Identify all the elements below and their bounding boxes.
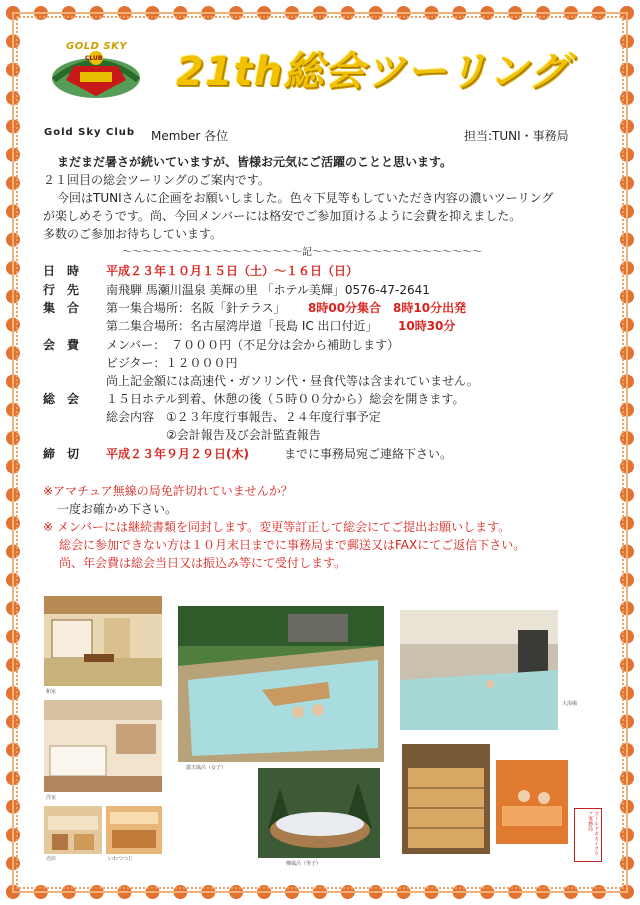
destination-value: 南飛騨 馬瀬川温泉 美輝の里 「ホテル美輝」0576-47-2641 — [106, 283, 430, 297]
intro-line: 多数のご参加お待ちしています。 — [43, 227, 223, 241]
office-stamp: ゴールドスカイクラブ事務局 — [574, 808, 602, 862]
japanese-room-photo — [44, 596, 162, 686]
intro-line: 今回はTUNIさんに企画をお願いしました。色々下見等もしていただき内容の濃いツーリング — [57, 191, 554, 205]
meeting-point-2: 第二集合場所：名古屋湾岸道「長島 IC 出口付近」 — [106, 319, 378, 333]
note-line: 一度お確かめ下さい。 — [57, 502, 178, 516]
photo-caption: 大浴場 — [562, 701, 578, 707]
western-room-photo — [44, 700, 162, 792]
note-line: ※アマチュア無線の局免許切れていませんか？ — [43, 484, 293, 498]
destination-label: 行先 — [43, 283, 92, 297]
club-name: Gold Sky Club — [44, 127, 136, 138]
contact-person: 担当:TUNI・事務局 — [464, 129, 569, 143]
photo-caption: 洋室 — [46, 795, 57, 801]
deadline-tail: までに事務局宛ご連絡下さい。 — [284, 447, 453, 461]
general-meeting-value: １５日ホテル到着、休憩の後（５時００分から）総会を開きます。 — [106, 392, 465, 406]
page-title: 21th総会ツーリング — [176, 49, 570, 95]
meeting-point-label: 集合 — [43, 301, 92, 315]
fee-visitor: ビジター：１２０００円 — [106, 356, 238, 370]
sauna-photo — [496, 760, 568, 844]
meeting-point-1: 第一集合場所：名阪「針テラス」 — [106, 301, 286, 315]
logo-subtext: CLUB — [85, 55, 103, 62]
photo-caption: 露天風呂（女子） — [186, 765, 227, 771]
shop-photo — [44, 806, 102, 854]
meeting-point-1-time: 8時00分集合 8時10分出発 — [308, 301, 467, 315]
photo-caption: 和室 — [46, 689, 57, 695]
barrel-bath-photo — [258, 768, 380, 858]
separator-line: 〜〜〜〜〜〜〜〜〜〜〜〜〜〜〜〜〜〜記〜〜〜〜〜〜〜〜〜〜〜〜〜〜〜〜〜 — [122, 247, 482, 258]
member-greeting: Member 各位 — [151, 129, 229, 143]
fee-member: メンバー： ７０００円（不足分は会から補助します） — [106, 338, 400, 352]
deadline-label: 締切 — [43, 447, 92, 461]
date-label: 日時 — [43, 264, 92, 278]
indoor-bath-photo — [400, 610, 558, 730]
fee-label: 会費 — [43, 338, 92, 352]
date-value: 平成２３年１０月１５日（土）〜１６日（日） — [106, 264, 359, 278]
intro-line: ２１回目の総会ツーリングのご案内です。 — [43, 173, 270, 187]
open-air-bath-photo — [178, 606, 384, 762]
note-line: ※ メンバーには継続書類を同封します。変更等訂正して総会にてご提出お願いします。 — [43, 520, 511, 534]
intro-line: が楽しめそうです。尚、今回メンバーには格安でご参加頂けるように会費を抑えました。 — [43, 209, 522, 223]
intro-line: まだまだ暑さが続いていますが、皆様お元気にご活躍のことと思います。 — [57, 155, 453, 169]
meeting-point-2-time: 10時30分 — [398, 319, 456, 333]
note-line: 尚、年会費は総会当日又は振込み等にて受付します。 — [59, 556, 347, 570]
photo-caption: 樽風呂（男子） — [286, 861, 322, 867]
general-meeting-label: 総会 — [43, 392, 92, 406]
fee-note: 尚上記金額には高速代・ガソリン代・昼食代等は含まれていません。 — [106, 374, 479, 388]
meeting-content: ②会計報告及び会計監査報告 — [166, 428, 321, 442]
note-line: 総会に参加できない方は１０月末日までに事務局まで郵送又はFAXにてご返信下さい。 — [59, 538, 526, 552]
lounge-photo — [106, 806, 162, 854]
cypress-bath-photo — [402, 744, 490, 854]
photo-caption: いわつつじ — [108, 856, 134, 862]
photo-caption: 売店 — [46, 856, 57, 862]
logo-text: GOLD SKY — [66, 41, 128, 52]
deadline-value: 平成２３年９月２９日(木) — [106, 447, 249, 461]
meeting-content: 総会内容 ①２３年度行事報告、２４年度行事予定 — [106, 410, 381, 424]
